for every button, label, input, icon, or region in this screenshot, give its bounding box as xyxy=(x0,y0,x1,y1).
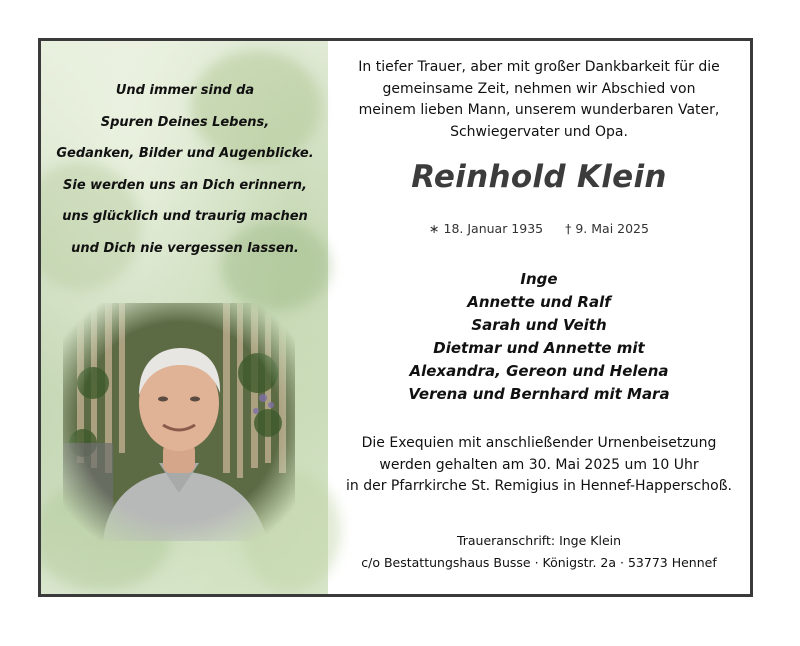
quote-line: Gedanken, Bilder und Augenblicke. xyxy=(56,146,314,161)
intro-line: meinem lieben Mann, unserem wunderbaren Vater, xyxy=(358,102,720,118)
left-background-panel xyxy=(41,41,328,594)
birth-date: ∗ 18. Januar 1935 xyxy=(429,221,544,236)
family-line: Dietmar und Annette mit xyxy=(433,339,645,357)
portrait-photo xyxy=(63,303,295,541)
death-date: † 9. Mai 2025 xyxy=(565,221,649,236)
family-line: Alexandra, Gereon und Helena xyxy=(409,362,669,380)
service-line: Die Exequien mit anschließender Urnenbeisetzung xyxy=(361,435,717,451)
intro-line: In tiefer Trauer, aber mit großer Dankbarkeit für die xyxy=(358,59,720,75)
right-text-panel xyxy=(328,41,750,594)
deceased-name: Reinhold Klein xyxy=(411,159,667,195)
address-line: Traueranschrift: Inge Klein xyxy=(456,533,622,548)
intro-line: Schwiegervater und Opa. xyxy=(450,123,628,140)
family-line: Sarah und Veith xyxy=(471,316,607,334)
family-line: Verena und Bernhard mit Mara xyxy=(408,385,670,403)
address-line: c/o Bestattungshaus Busse · Königstr. 2a · 53773 Hennef xyxy=(361,555,717,570)
mourning-address xyxy=(328,530,750,574)
memorial-quote xyxy=(49,75,321,264)
quote-line: Sie werden uns an Dich erinnern, xyxy=(63,177,307,193)
service-line: in der Pfarrkirche St. Remigius in Hennef-Happerschoß. xyxy=(346,478,732,494)
portrait-illustration xyxy=(63,303,295,541)
family-line: Inge xyxy=(520,270,558,288)
service-line: werden gehalten am 30. Mai 2025 um 10 Uhr xyxy=(379,456,699,473)
life-dates xyxy=(328,221,750,236)
intro-line: gemeinsame Zeit, nehmen wir Abschied von xyxy=(382,80,696,97)
intro-paragraph xyxy=(328,57,750,143)
service-info xyxy=(328,433,750,498)
quote-line: uns glücklich und traurig machen xyxy=(62,209,308,224)
quote-line: Und immer sind da xyxy=(115,83,255,98)
obituary-card xyxy=(38,38,753,597)
family-list xyxy=(328,268,750,406)
quote-line: Spuren Deines Lebens, xyxy=(100,114,270,130)
family-line: Annette und Ralf xyxy=(467,293,611,311)
quote-line: und Dich nie vergessen lassen. xyxy=(71,240,299,256)
